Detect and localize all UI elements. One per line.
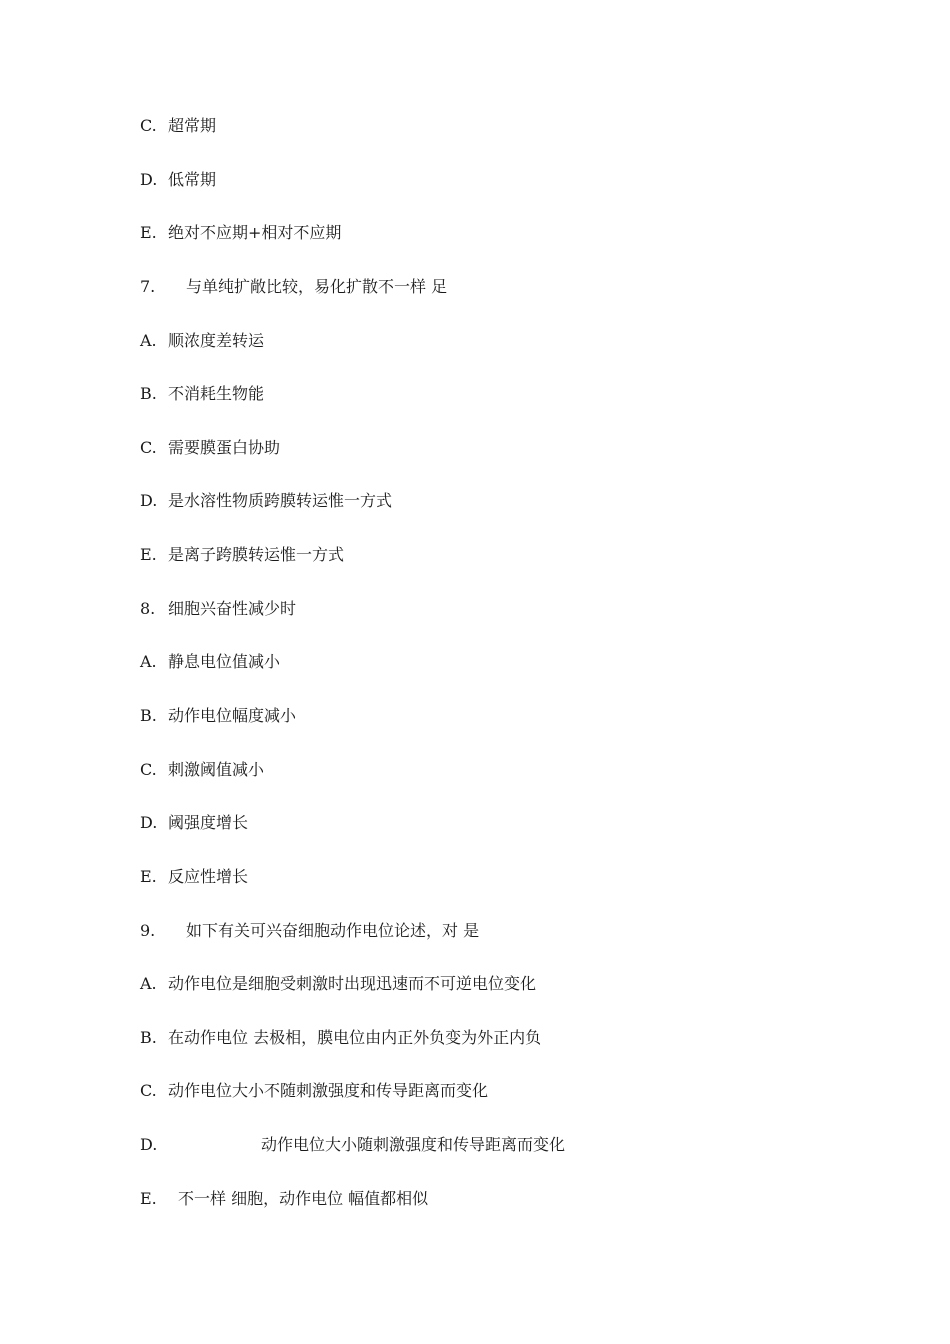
option-text: 动作电位大小随刺激强度和传导距离而变化 xyxy=(261,1135,566,1154)
question-text: 与单纯扩敞比较，易化扩散不一样 足 xyxy=(186,277,448,296)
option-label: A. xyxy=(140,331,157,350)
option-label: C. xyxy=(140,438,157,457)
option-label: C. xyxy=(140,760,157,779)
option-text: 顺浓度差转运 xyxy=(168,331,265,350)
option-text: 动作电位大小不随刺激强度和传导距离而变化 xyxy=(168,1081,489,1100)
question-text: 如下有关可兴奋细胞动作电位论述，对 是 xyxy=(186,921,480,940)
question-7 xyxy=(140,275,447,299)
option-b xyxy=(140,1026,541,1050)
option-label: A. xyxy=(140,974,157,993)
option-c xyxy=(140,1079,488,1103)
option-text: 不一样 细胞，动作电位 幅值都相似 xyxy=(178,1189,429,1208)
option-text: 刺激阈值减小 xyxy=(168,760,265,779)
option-label: D. xyxy=(140,813,158,832)
option-label: C. xyxy=(140,116,157,135)
option-b xyxy=(140,382,264,406)
option-label: D. xyxy=(140,491,158,510)
option-label: B. xyxy=(140,384,157,403)
question-8 xyxy=(140,597,296,621)
option-a xyxy=(140,650,280,674)
option-a xyxy=(140,329,264,353)
option-c xyxy=(140,758,264,782)
option-c xyxy=(140,114,216,138)
option-label: D. xyxy=(140,1135,158,1154)
option-label: C. xyxy=(140,1081,157,1100)
option-label: B. xyxy=(140,1028,157,1047)
option-label: A. xyxy=(140,652,157,671)
option-d xyxy=(140,168,216,192)
option-d xyxy=(140,1133,565,1157)
option-text: 阈强度增长 xyxy=(168,813,249,832)
option-e xyxy=(140,543,344,567)
option-text: 动作电位是细胞受刺激时出现迅速而不可逆电位变化 xyxy=(168,974,537,993)
option-text: 超常期 xyxy=(168,116,217,135)
question-text: 细胞兴奋性减少时 xyxy=(168,599,297,618)
option-text: 静息电位值减小 xyxy=(168,652,281,671)
question-9 xyxy=(140,919,479,943)
option-text: 不消耗生物能 xyxy=(168,384,265,403)
option-text: 反应性增长 xyxy=(168,867,249,886)
option-c xyxy=(140,436,280,460)
option-text: 动作电位幅度减小 xyxy=(168,706,297,725)
option-text: 是离子跨膜转运惟一方式 xyxy=(168,545,345,564)
option-text: 低常期 xyxy=(168,170,217,189)
option-label: E. xyxy=(140,1189,157,1208)
option-label: B. xyxy=(140,706,157,725)
option-text: 是水溶性物质跨膜转运惟一方式 xyxy=(168,491,393,510)
option-label: D. xyxy=(140,170,158,189)
question-number: 8. xyxy=(140,599,156,618)
question-number: 7. xyxy=(140,277,156,296)
option-e xyxy=(140,221,341,245)
option-e xyxy=(140,865,248,889)
option-a xyxy=(140,972,536,996)
option-label: E. xyxy=(140,223,157,242)
option-b xyxy=(140,704,296,728)
option-d xyxy=(140,489,392,513)
option-e xyxy=(140,1187,428,1211)
option-d xyxy=(140,811,248,835)
option-text: 绝对不应期+相对不应期 xyxy=(168,223,342,242)
option-text: 在动作电位 去极相，膜电位由内正外负变为外正内负 xyxy=(168,1028,542,1047)
option-text: 需要膜蛋白协助 xyxy=(168,438,281,457)
question-number: 9. xyxy=(140,921,156,940)
option-label: E. xyxy=(140,867,157,886)
option-label: E. xyxy=(140,545,157,564)
